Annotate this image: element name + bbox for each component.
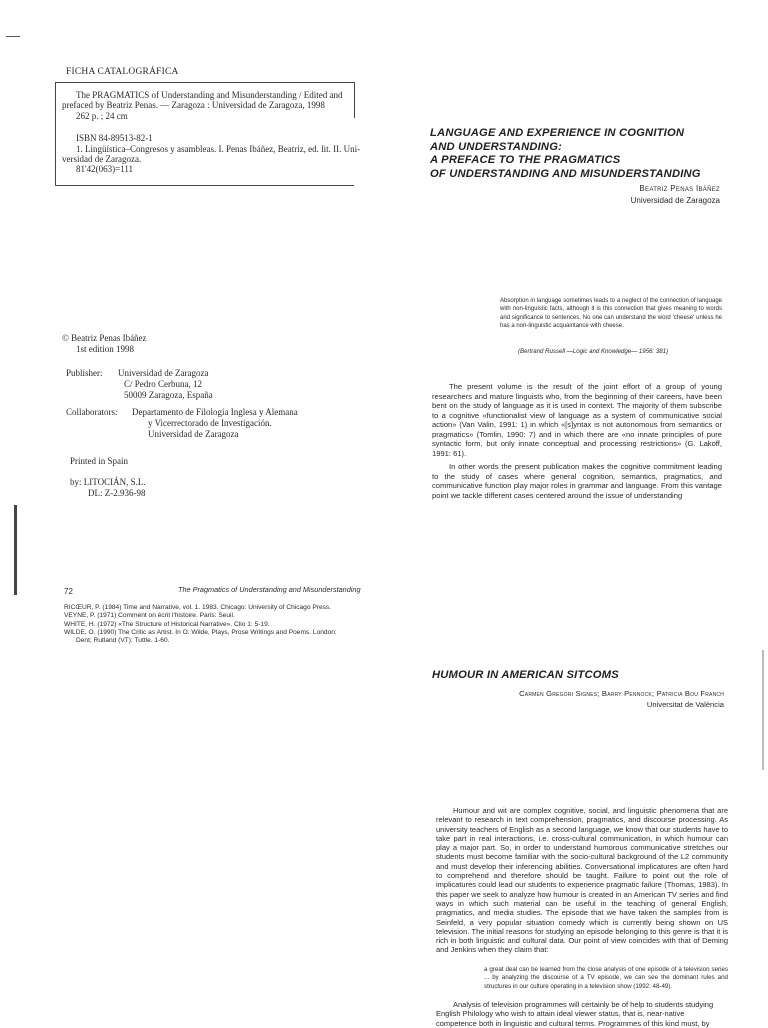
catalog-line: 1. Lingüística–Congresos y asambleas. I. Penas Ibáñez, Beatriz, ed. lit. II. Uni- xyxy=(76,143,361,154)
preface-paragraph: The present volume is the result of the joint effort of a group of young researchers and mature linguists who, from the beginning of their careers, have been bent on the study of language as it is used in context. The majority of them subscribe to a cognitive «functionalist view of language as a system of communicative social action» (Van Valin, 1991: 1) in which «[s]yntax is not autonomous from semantics or pragmatics» (Tomlin, 1990: 7) and in which there are «no innate principles of pure syntactic form, but only innate conceptual and processing restrictions» (G. Lakoff, 1991: 61). xyxy=(432,382,722,458)
printer-line: by: LITOCIÁN, S.L. xyxy=(70,477,146,487)
collaborators-line: y Vicerrectorado de Investigación. xyxy=(148,418,272,428)
preface-epigraph: Absorption in language sometimes leads to a neglect of the connection of language with non-linguistic facts, although it is this connection that gives meaning to words and significance to sentences. No one can understand the word 'cheese' unless he has a non-linguistic acquaintance with cheese. xyxy=(500,298,722,329)
reference-item: WILDE, O. (1990) The Critic as Artist. In O. Wilde, Plays, Prose Writings and Poems. London: xyxy=(64,628,337,636)
publisher-line: C/ Pedro Cerbuna, 12 xyxy=(124,379,202,389)
humour-paragraph-line: English Philology who wish to attain ideal viewer status, that is, near-native xyxy=(436,1009,685,1019)
catalog-line: ISBN 84-89513-82-1 xyxy=(76,133,153,144)
preface-title-line: LANGUAGE AND EXPERIENCE IN COGNITION xyxy=(430,127,685,139)
preface-title xyxy=(430,127,701,181)
catalog-card-right-edge xyxy=(354,82,355,118)
reference-item: Dent; Rutland (VT): Tuttle. 1-60. xyxy=(76,637,170,645)
catalog-line: 262 p. ; 24 cm xyxy=(76,110,128,121)
humour-title: HUMOUR IN AMERICAN SITCOMS xyxy=(432,669,619,681)
copyright-line: © Beatriz Penas Ibáñez xyxy=(62,333,147,343)
preface-title-line: A PREFACE TO THE PRAGMATICS xyxy=(430,154,621,166)
references-list xyxy=(64,604,337,645)
preface-affiliation: Universidad de Zaragoza xyxy=(630,196,720,205)
reference-item: WHITE, H. (1972) «The Structure of Historical Narrative». Clio 1: 5-19. xyxy=(64,620,270,628)
publisher-block xyxy=(66,368,298,440)
humour-paragraph: Humour and wit are complex cognitive, social, and linguistic phenomena that are relevant to research in text comprehension, pragmatics, and discourse processing. As university teachers of English as a second language, we know that our students have to take part in real interactions, i.e. cross-cultural communication, in which humour can play a major part. So, in order to understand humorous communicative stretches our students must become familiar with the socio-cultural background of the L2 community and must develop their inferencing abilities. Conversational implicatures are often hard to comprehend and therefore should be taught. Failure to point out the role of implicatures could lead our students to experience pragmatic failure (Thomas, 1983). In this paper we seek to analyze how humour is created in an American TV series and find ways in which such material can be useful in the teaching of general English, pragmatics, and media studies. The episode that we have taken the samples from is Seinfeld, a very popular situation comedy which is currently being shown on US television. The initial reasons for studying an episode belonging to this genre is that it is rich in both linguistic and cultural data. Our point of view coincides with that of Deming and Jenkins when they claim that: xyxy=(436,806,728,955)
printing-block xyxy=(70,456,146,499)
scan-mark-top xyxy=(6,36,20,37)
publisher-line: Universidad de Zaragoza xyxy=(118,368,209,378)
catalog-line: versidad de Zaragoza. xyxy=(62,154,142,165)
copyright-block xyxy=(62,333,147,355)
preface-title-line: OF UNDERSTANDING AND MISUNDERSTANDING xyxy=(430,167,701,180)
humour-paragraph-line: Analysis of television programmes will certainly be of help to students studying xyxy=(453,1000,714,1009)
publisher-label: Publisher: xyxy=(66,368,103,378)
collaborators-line: Departamento de Filología Inglesa y Alemana xyxy=(132,407,298,417)
humour-paragraph-line: competence both in linguistic and cultural terms. Programmes of this kind must, by xyxy=(436,1018,710,1028)
scan-edge-right xyxy=(762,650,764,770)
publisher-line: 50009 Zaragoza, España xyxy=(124,390,213,400)
humour-authors: Carmen Gregori Signes; Barry Pennock; Patricia Bou Franch xyxy=(519,689,724,698)
preface-paragraph: In other words the present publication makes the cognitive commitment leading to the study of cases where general cognition, semantics, pragmatics, and communicative function play major roles in grammar and language. From this vantage point we tackle different cases centered around the issue of understanding xyxy=(432,462,722,500)
preface-author: Beatriz Penas Ibáñez xyxy=(639,184,720,193)
catalog-text xyxy=(62,90,361,175)
legal-deposit-line: DL: Z-2.936-98 xyxy=(88,488,146,498)
catalog-line: prefaced by Beatriz Penas. — Zaragoza : Universidad de Zaragoza, 1998 xyxy=(62,100,325,111)
printed-in-line: Printed in Spain xyxy=(70,456,128,466)
humour-quote: a great deal can be learned from the close analysis of one episode of a television series ... by analyzing the discourse of a TV episode, we can see the dominant rules and structures in our culture operating in a television show (1992: 48-49). xyxy=(484,966,728,990)
reference-item: RICŒUR, P. (1984) Time and Narrative, vol. 1. 1983. Chicago: University of Chicago Press. xyxy=(64,604,332,611)
collaborators-line: Universidad de Zaragoza xyxy=(148,429,239,439)
collaborators-label: Collaborators: xyxy=(66,407,118,417)
humour-affiliation: Universitat de València xyxy=(646,700,724,709)
page-number: 72 xyxy=(64,587,73,596)
catalog-line: The PRAGMATICS of Understanding and Misunderstanding / Edited and xyxy=(76,90,343,100)
catalog-line: 81'42(063)=111 xyxy=(76,164,134,175)
running-head: The Pragmatics of Understanding and Misunderstanding xyxy=(178,585,361,594)
ficha-label: FICHA CATALOGRÁFICA xyxy=(66,67,179,77)
reference-item: VEYNE, P. (1971) Comment on écrit l'histoire. Paris: Seuil. xyxy=(64,612,235,620)
scan-edge-left xyxy=(14,505,17,595)
preface-title-line: AND UNDERSTANDING: xyxy=(430,140,563,153)
edition-line: 1st edition 1998 xyxy=(76,344,134,354)
preface-epigraph-source: (Bertrand Russell —Logic and Knowledge— 1956: 381) xyxy=(518,348,669,355)
